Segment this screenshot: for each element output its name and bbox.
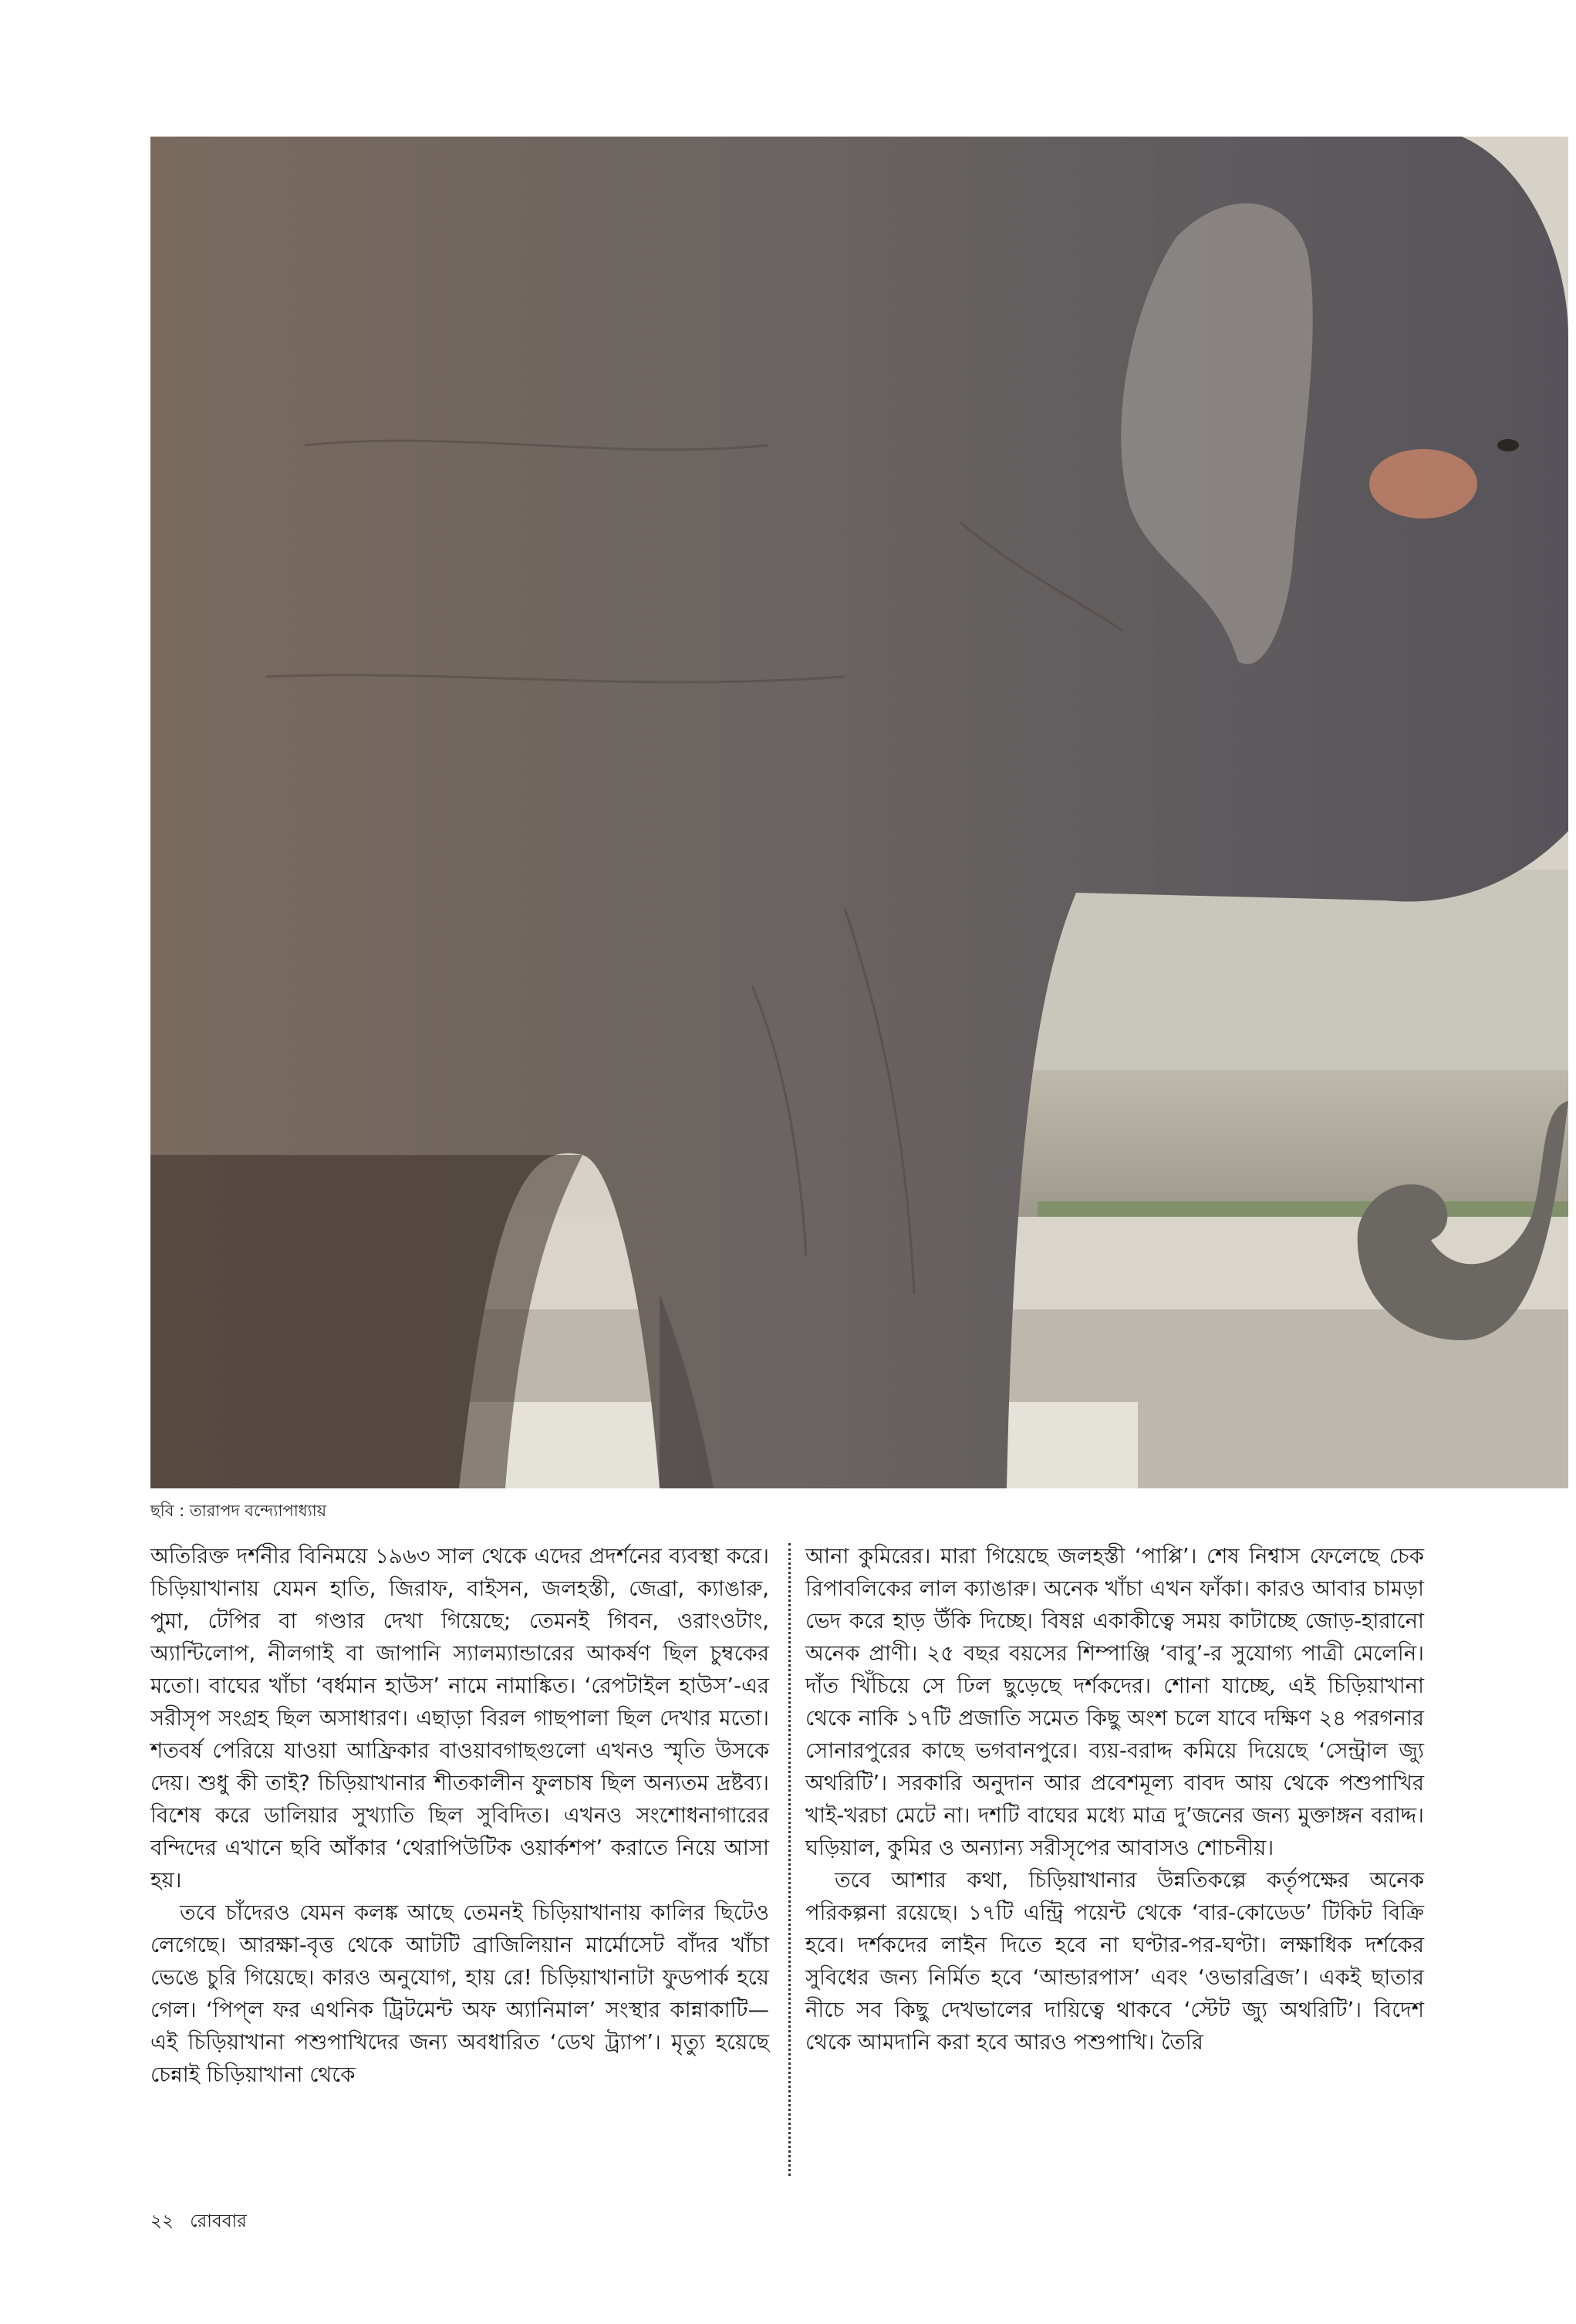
elephant-illustration: [150, 137, 1568, 1488]
article-column-right: [805, 1540, 1424, 2059]
elephant-photo: [150, 137, 1568, 1488]
publication-name: রোববার: [190, 2211, 247, 2231]
paragraph: আনা কুমিরের। মারা গিয়েছে জলহস্তী ‘পাপ্পি’। শেষ নিশ্বাস ফেলেছে চেক রিপাবলিকের লাল ক্যাঙারু। অনেক খাঁচা এখন ফাঁকা। কারও আবার চামড়া ভেদ করে হাড় উঁকি দিচ্ছে। বিষণ্ণ একাকীত্বে সময় কাটাচ্ছে জোড়-হারানো অনেক প্রাণী। ২৫ বছর বয়সের শিম্পাঞ্জি ‘বাবু’-র সুযোগ্য পাত্রী মেলেনি। দাঁত খিঁচিয়ে সে ঢিল ছুড়েছে দর্শকদের। শোনা যাচ্ছে, এই চিড়িয়াখানা থেকে নাকি ১৭টি প্রজাতি সমেত কিছু অংশ চলে যাবে দক্ষিণ ২৪ পরগনার সোনারপুরের কাছে ভগবানপুরে। ব্যয়-বরাদ্দ কমিয়ে দিয়েছে ‘সেন্ট্রাল জ্যু অথরিটি’। সরকারি অনুদান আর প্রবেশমূল্য বাবদ আয় থেকে পশুপাখির খাই-খরচা মেটে না। দশটি বাঘের মধ্যে মাত্র দু’জনের জন্য মুক্তাঙ্গন বরাদ্দ। ঘড়িয়াল, কুমির ও অন্যান্য সরীসৃপের আবাসও শোচনীয়।: [805, 1544, 1424, 1860]
paragraph: তবে চাঁদেরও যেমন কলঙ্ক আছে তেমনই চিড়িয়াখানায় কালির ছিটেও লেগেছে। আরক্ষা-বৃত্ত থেকে আটটি ব্রাজিলিয়ান মার্মোসেট বাঁদর খাঁচা ভেঙে চুরি গিয়েছে। কারও অনুযোগ, হায় রে! চিড়িয়াখানাটা ফুডপার্ক হয়ে গেল। ‘পিপ্‌ল ফর এথনিক ট্রিটমেন্ট অফ অ্যানিমাল’ সংস্থার কান্নাকাটি—এই চিড়িয়াখানা পশুপাখিদের জন্য অবধারিত ‘ডেথ ট্র্যাপ’। মৃত্যু হয়েছে চেন্নাই চিড়িয়াখানা থেকে: [150, 1900, 769, 2087]
paragraph: অতিরিক্ত দর্শনীর বিনিময়ে ১৯৬৩ সাল থেকে এদের প্রদর্শনের ব্যবস্থা করে। চিড়িয়াখানায় যেমন হাতি, জিরাফ, বাইসন, জলহস্তী, জেব্রা, ক্যাঙারু, পুমা, টেপির বা গণ্ডার দেখা গিয়েছে; তেমনই গিবন, ওরাংওটাং, অ্যান্টিলোপ, নীলগাই বা জাপানি স্যালম্যান্ডারের আকর্ষণ ছিল চুম্বকের মতো। বাঘের খাঁচা ‘বর্ধমান হাউস’ নামে নামাঙ্কিত। ‘রেপটাইল হাউস’-এর সরীসৃপ সংগ্রহ ছিল অসাধারণ। এছাড়া বিরল গাছপালা ছিল দেখার মতো। শতবর্ষ পেরিয়ে যাওয়া আফ্রিকার বাওয়াবগাছগুলো এখনও স্মৃতি উসকে দেয়। শুধু কী তাই? চিড়িয়াখানার শীতকালীন ফুলচাষ ছিল অন্যতম দ্রষ্টব্য। বিশেষ করে ডালিয়ার সুখ্যাতি ছিল সুবিদিত। এখনও সংশোধনাগারের বন্দিদের এখানে ছবি আঁকার ‘থেরাপিউটিক ওয়ার্কশপ’ করাতে নিয়ে আসা হয়।: [150, 1544, 769, 1893]
column-divider: [788, 1543, 791, 2176]
article-column-left: [150, 1540, 769, 2091]
photo-caption: ছবি : তারাপদ বন্দ্যোপাধ্যায়: [150, 1501, 327, 1520]
paragraph: তবে আশার কথা, চিড়িয়াখানার উন্নতিকল্পে কর্তৃপক্ষের অনেক পরিকল্পনা রয়েছে। ১৭টি এন্ট্রি পয়েন্ট থেকে ‘বার-কোডেড’ টিকিট বিক্রি হবে। দর্শকদের লাইন দিতে হবে না ঘণ্টার-পর-ঘণ্টা। লক্ষাধিক দর্শকের সুবিধের জন্য নির্মিত হবে ‘আন্ডারপাস’ এবং ‘ওভারব্রিজ’। একই ছাতার নীচে সব কিছু দেখভালের দায়িত্বে থাকবে ‘স্টেট জ্যু অথরিটি’। বিদেশ থেকে আমদানি করা হবে আরও পশুপাখি। তৈরি: [805, 1868, 1424, 2055]
page-number: ২২: [150, 2211, 174, 2231]
page-footer: [150, 2207, 258, 2237]
